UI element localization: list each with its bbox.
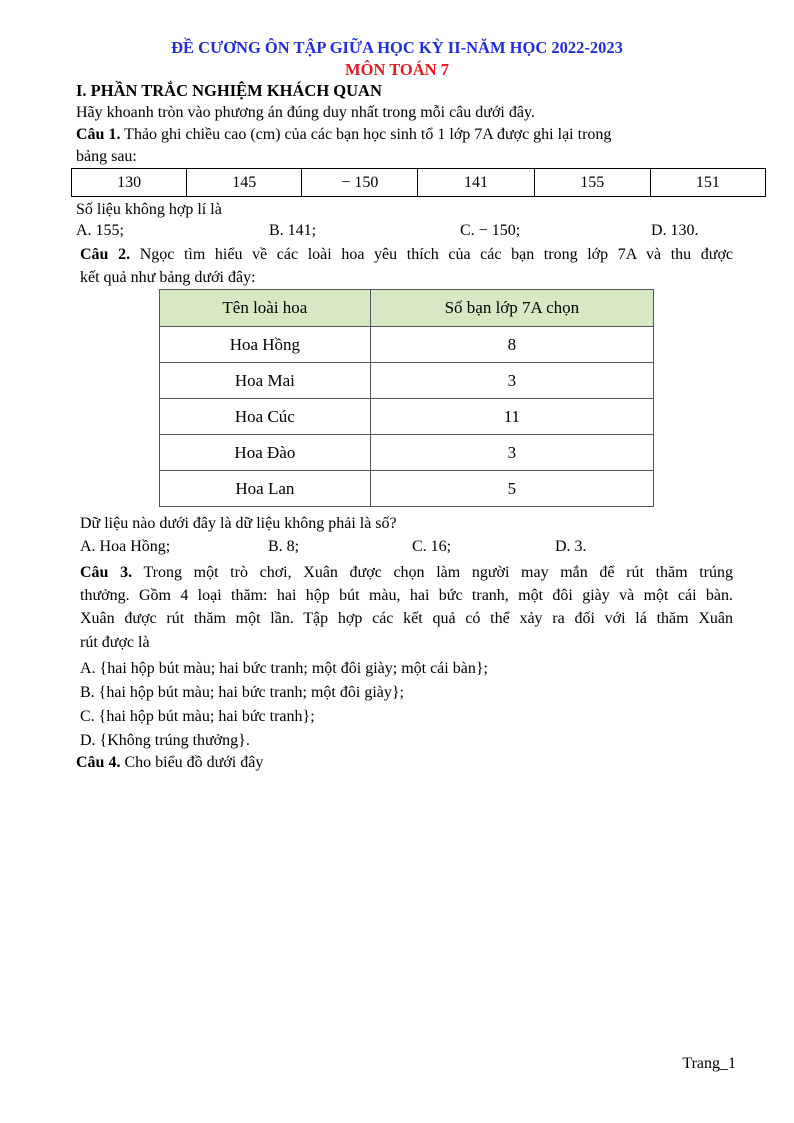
q2-text-line2: kết quả như bảng dưới đây:: [80, 269, 256, 286]
q1-text: Thảo ghi chiều cao (cm) của các bạn học sinh tổ 1 lớp 7A được ghi lại trong: [120, 126, 612, 143]
q2-text: Ngọc tìm hiểu về các loài hoa yêu thích của các bạn trong lớp 7A và thu được: [130, 246, 734, 263]
q3-text-line2: thưởng. Gồm 4 loại thăm: hai hộp bút màu, hai bức tranh, một đôi giày và một cái bàn.: [80, 587, 733, 604]
q1-option-d: D. 130.: [651, 222, 699, 239]
q1-text-line1: [76, 124, 611, 146]
q2-label: Câu 2.: [80, 246, 131, 263]
q1-value-table: [71, 168, 766, 197]
q1-value-row: [72, 169, 766, 197]
q2-flower-count: 11: [370, 399, 653, 435]
q2-flower-count: 3: [370, 435, 653, 471]
table-row: [160, 363, 654, 399]
q4-body: Cho biểu đồ dưới đây: [120, 754, 264, 771]
q3-option-b: B. {hai hộp bút màu; hai bức tranh; một đôi giày};: [80, 684, 404, 701]
q1-question: Số liệu không hợp lí là: [76, 201, 222, 218]
q2-flower-count: 5: [370, 471, 653, 507]
q2-flower-count: 3: [370, 363, 653, 399]
table-row: [160, 471, 654, 507]
q3-label: Câu 3.: [80, 564, 133, 581]
section-instruction: Hãy khoanh tròn vào phương án đúng duy nhất trong mỗi câu dưới đây.: [76, 104, 535, 121]
q2-flower-name: Hoa Cúc: [160, 399, 371, 435]
q2-option-a: A. Hoa Hồng;: [80, 538, 171, 555]
q4-label: Câu 4.: [76, 754, 121, 771]
section-heading: I. PHẦN TRẮC NGHIỆM KHÁCH QUAN: [76, 81, 382, 100]
q2-table-header-cell: Tên loài hoa: [160, 290, 371, 327]
q1-option-b: B. 141;: [269, 222, 317, 239]
q1-value-cell: 151: [650, 169, 765, 197]
q1-option-c: C. − 150;: [460, 222, 521, 239]
q3-option-a: A. {hai hộp bút màu; hai bức tranh; một đôi giày; một cái bàn};: [80, 660, 488, 677]
q1-value-cell: − 150: [302, 169, 418, 197]
q2-question: Dữ liệu nào dưới đây là dữ liệu không phải là số?: [80, 515, 397, 532]
table-row: [160, 435, 654, 471]
q1-value-cell: 130: [72, 169, 187, 197]
q2-table-header-row: [160, 290, 654, 327]
q2-table-header-cell: Số bạn lớp 7A chọn: [370, 290, 653, 327]
q4-text: [76, 752, 263, 774]
q3-option-c: C. {hai hộp bút màu; hai bức tranh};: [80, 708, 315, 725]
q1-value-cell: 155: [534, 169, 650, 197]
q2-flower-name: Hoa Hồng: [160, 327, 371, 363]
q2-option-d: D. 3.: [555, 538, 587, 555]
q2-flower-name: Hoa Lan: [160, 471, 371, 507]
document-title: ĐỀ CƯƠNG ÔN TẬP GIỮA HỌC KỲ II-NĂM HỌC 2022-2023: [171, 38, 623, 57]
q2-flower-name: Hoa Mai: [160, 363, 371, 399]
q1-value-cell: 141: [418, 169, 534, 197]
table-row: [160, 327, 654, 363]
table-row: [160, 399, 654, 435]
q2-option-b: B. 8;: [268, 538, 300, 555]
q3-option-d: D. {Không trúng thưởng}.: [80, 732, 250, 749]
q2-flower-table: [159, 289, 654, 507]
document-subtitle: MÔN TOÁN 7: [345, 60, 449, 79]
q3-text-line4: rút được là: [80, 634, 150, 651]
page-number: Trang_1: [682, 1055, 736, 1072]
q2-flower-name: Hoa Đào: [160, 435, 371, 471]
q3-text-line1: [80, 562, 733, 584]
q2-option-c: C. 16;: [412, 538, 452, 555]
q2-flower-count: 8: [370, 327, 653, 363]
q1-text-line2: bảng sau:: [76, 148, 137, 165]
q3-text-line3: Xuân được rút thăm một lần. Tập hợp các kết quả có thể xảy ra đối với lá thăm Xuân: [80, 610, 733, 627]
q1-option-a: A. 155;: [76, 222, 124, 239]
q1-label: Câu 1.: [76, 126, 121, 143]
q3-text: Trong một trò chơi, Xuân được chọn làm người may mắn để rút thăm trúng: [132, 564, 734, 581]
q1-value-cell: 145: [187, 169, 302, 197]
q2-text-line1: [80, 244, 733, 266]
